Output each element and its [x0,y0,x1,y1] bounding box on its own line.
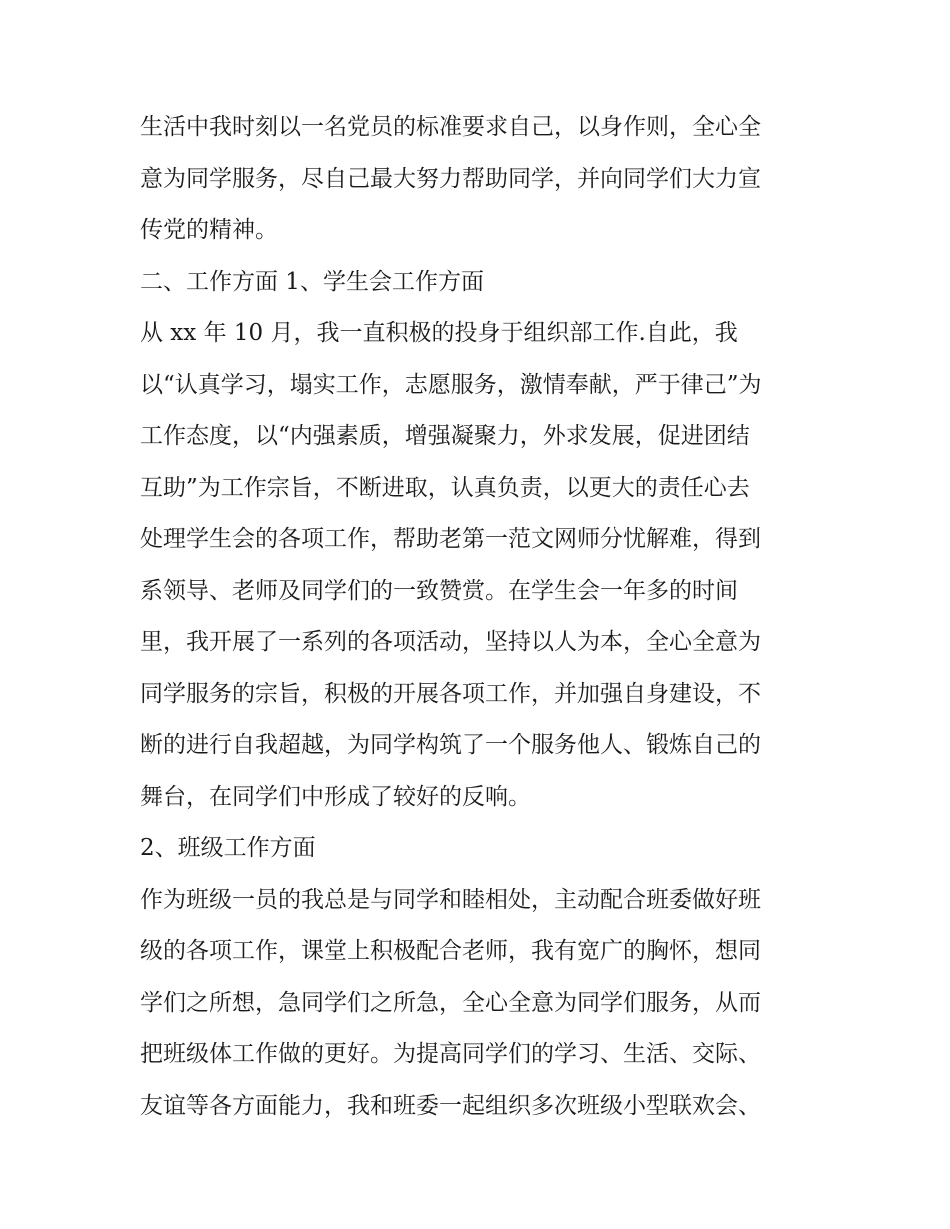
text-line: 系领导、老师及同学们的一致赞赏。在学生会一年多的时间 [140,577,738,604]
text-line: 友谊等各方面能力，我和班委一起组织多次班级小型联欢会、 [140,1092,761,1119]
text-line: 传党的精神。 [140,217,278,243]
text-line: 意为同学服务，尽自己最大努力帮助同学，并向同学们大力宣 [140,165,761,192]
text-line: 学们之所想，急同学们之所急，全心全意为同学们服务，从而 [140,989,761,1016]
text-line: 互助”为工作宗旨，不断进取，认真负责，以更大的责任心去 [140,474,750,501]
text-line: 断的进行自我超越，为同学构筑了一个服务他人、锻炼自己的 [140,732,761,758]
text-line: 作为班级一员的我总是与同学和睦相处，主动配合班委做好班 [140,886,761,913]
text-line: 级的各项工作，课堂上积极配合老师，我有宽广的胸怀，想同 [140,938,761,964]
text-line: 从 xx 年 10 月，我一直积极的投身于组织部工作.自此，我 [140,320,738,346]
text-line: 处理学生会的各项工作，帮助老第一范文网师分忧解难，得到 [140,526,761,552]
document-body [140,110,820,1140]
text-line: 生活中我时刻以一名党员的标准要求自己，以身作则，全心全 [140,114,761,140]
section-heading: 2、班级工作方面 [140,835,316,861]
text-line: 把班级体工作做的更好。为提高同学们的学习、生活、交际、 [140,1041,761,1067]
text-line: 里，我开展了一系列的各项活动，坚持以人为本，全心全意为 [140,629,761,655]
text-line: 舞台，在同学们中形成了较好的反响。 [140,783,531,810]
text-line: 以“认真学习，塌实工作，志愿服务，激情奉献，严于律己”为 [140,371,762,398]
text-line: 工作态度，以“内强素质，增强凝聚力，外求发展，促进团结 [140,423,750,449]
section-heading: 二、工作方面 1、学生会工作方面 [140,268,484,295]
text-line: 同学服务的宗旨，积极的开展各项工作，并加强自身建设，不 [140,680,761,707]
